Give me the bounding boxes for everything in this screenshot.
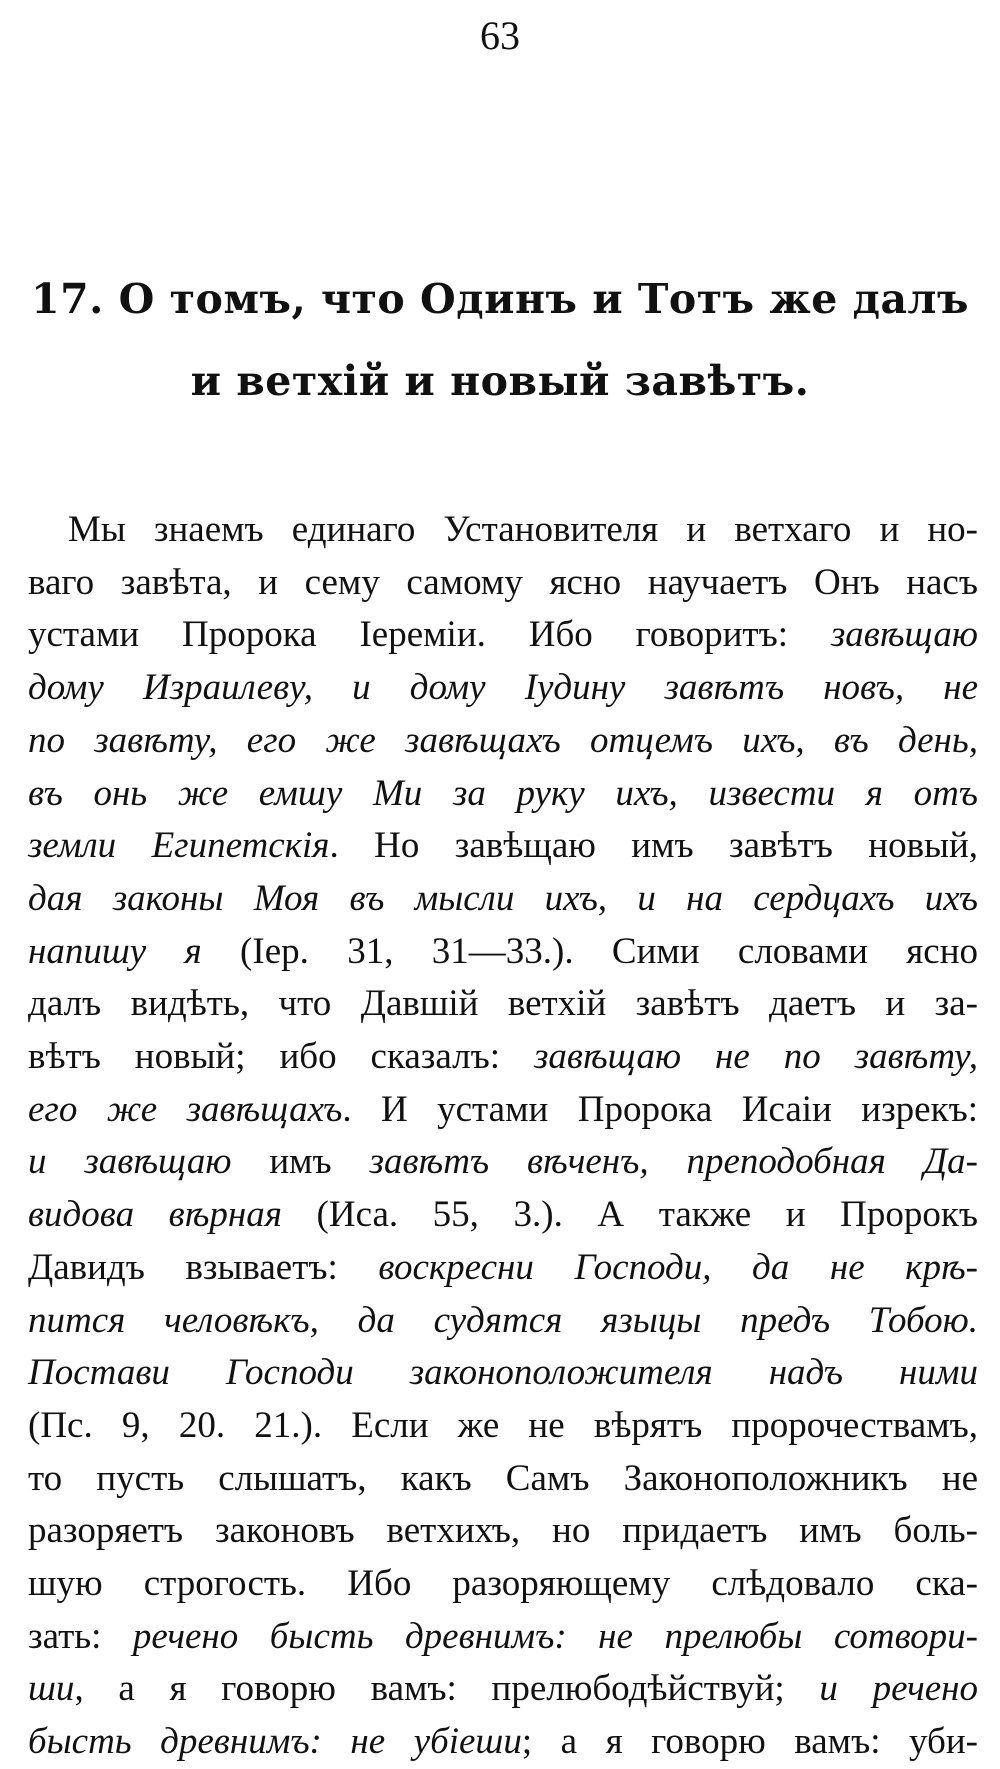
italic-text-segment: завѣщаю не по завѣту, <box>533 1036 978 1078</box>
text-segment: , а я говорю вамъ: прелюбодѣйствуй; <box>74 1668 820 1710</box>
text-segment: . И устами Пророка Исаіи изрекъ: <box>342 1088 978 1130</box>
chapter-heading <box>0 258 1000 422</box>
text-line <box>28 1505 978 1558</box>
body-text <box>28 504 978 1769</box>
text-line <box>28 1663 978 1716</box>
italic-text-segment: видова вѣрная <box>28 1194 282 1236</box>
text-segment: устами Пророка Іереміи. Ибо говоритъ: <box>28 614 831 656</box>
text-line <box>28 1242 978 1295</box>
text-line <box>28 1400 978 1453</box>
text-segment: шую строгость. Ибо разоряющему слѣдовало ска- <box>28 1563 978 1605</box>
italic-text-segment: воскресни Господи, да не крѣ- <box>378 1246 978 1288</box>
text-segment: (Пс. 9, 20. 21.). Если же не вѣрятъ пророчествамъ, <box>28 1404 978 1446</box>
italic-text-segment: завѣщаю <box>830 614 978 656</box>
italic-text-segment: по завѣту, его же завѣщахъ отцемъ ихъ, въ день, <box>28 719 978 761</box>
text-segment: разоряетъ законовъ ветхихъ, но придаетъ имъ боль- <box>28 1510 978 1552</box>
italic-text-segment: напишу я <box>28 930 202 972</box>
text-line <box>28 1084 978 1137</box>
text-line <box>28 873 978 926</box>
text-line <box>28 1453 978 1506</box>
text-segment: зать: <box>28 1615 133 1657</box>
text-line <box>28 978 978 1031</box>
text-line <box>28 926 978 979</box>
text-segment: вѣтъ новый; ибо сказалъ: <box>28 1036 534 1078</box>
text-line <box>28 1611 978 1664</box>
text-segment: Мы знаемъ единаго Установителя и ветхаго и но- <box>68 509 978 550</box>
text-line <box>28 1558 978 1611</box>
italic-text-segment: дая законы Моя въ мысли ихъ, и на сердцахъ ихъ <box>28 877 978 919</box>
text-segment: далъ видѣть, что Давшій ветхій завѣтъ даетъ и за- <box>28 983 978 1025</box>
italic-text-segment: ши <box>28 1668 75 1710</box>
italic-text-segment: земли Египетскія <box>28 825 330 867</box>
italic-text-segment: дому Израилеву, и дому Іудину завѣтъ новъ, не <box>28 667 978 709</box>
italic-text-segment: завѣтъ вѣченъ, преподобная Да- <box>369 1141 978 1183</box>
text-segment: Давидъ взываетъ: <box>28 1246 379 1288</box>
text-line <box>28 662 978 715</box>
italic-text-segment: речено бысть древнимъ: не прелюбы сотвори- <box>132 1615 978 1657</box>
page-number: 63 <box>480 13 520 58</box>
text-line <box>28 1189 978 1242</box>
text-line <box>28 1031 978 1084</box>
italic-text-segment: его же завѣщахъ <box>28 1088 343 1130</box>
italic-text-segment: бысть древнимъ: не убіеши <box>28 1721 522 1763</box>
text-segment: имъ <box>269 1141 370 1183</box>
text-line <box>28 768 978 821</box>
text-line <box>28 1716 978 1769</box>
text-segment: (Іер. 31, 31—33.). Сими словами ясно <box>201 930 978 972</box>
text-segment: . Но завѣщаю имъ завѣтъ новый, <box>329 825 978 867</box>
chapter-heading-line: 17. О томъ, что Одинъ и Тотъ же далъ <box>31 275 969 323</box>
text-segment: ваго завѣта, и сему самому ясно научаетъ Онъ насъ <box>28 561 978 603</box>
italic-text-segment: и завѣщаю <box>28 1141 270 1183</box>
chapter-heading-line: и ветхій и новый завѣтъ. <box>190 357 810 405</box>
italic-text-segment: Постави Господи законоположителя надъ ними <box>28 1352 978 1394</box>
text-line <box>28 715 978 768</box>
text-segment: ; а я говорю вамъ: уби- <box>521 1721 978 1763</box>
italic-text-segment: въ онь же емшу Ми за руку ихъ, извести я отъ <box>28 772 978 814</box>
text-line <box>28 1136 978 1189</box>
italic-text-segment: и речено <box>819 1668 978 1710</box>
text-line <box>28 557 978 610</box>
text-line <box>28 820 978 873</box>
text-line <box>28 504 978 557</box>
text-line <box>28 1295 978 1348</box>
text-segment: (Иса. 55, 3.). А также и Пророкъ <box>281 1194 978 1236</box>
text-line <box>28 609 978 662</box>
text-segment: то пусть слышатъ, какъ Самъ Законоположникъ не <box>28 1457 978 1499</box>
text-line <box>28 1347 978 1400</box>
italic-text-segment: пится человѣкъ, да судятся языцы предъ Тобою. <box>28 1299 978 1341</box>
